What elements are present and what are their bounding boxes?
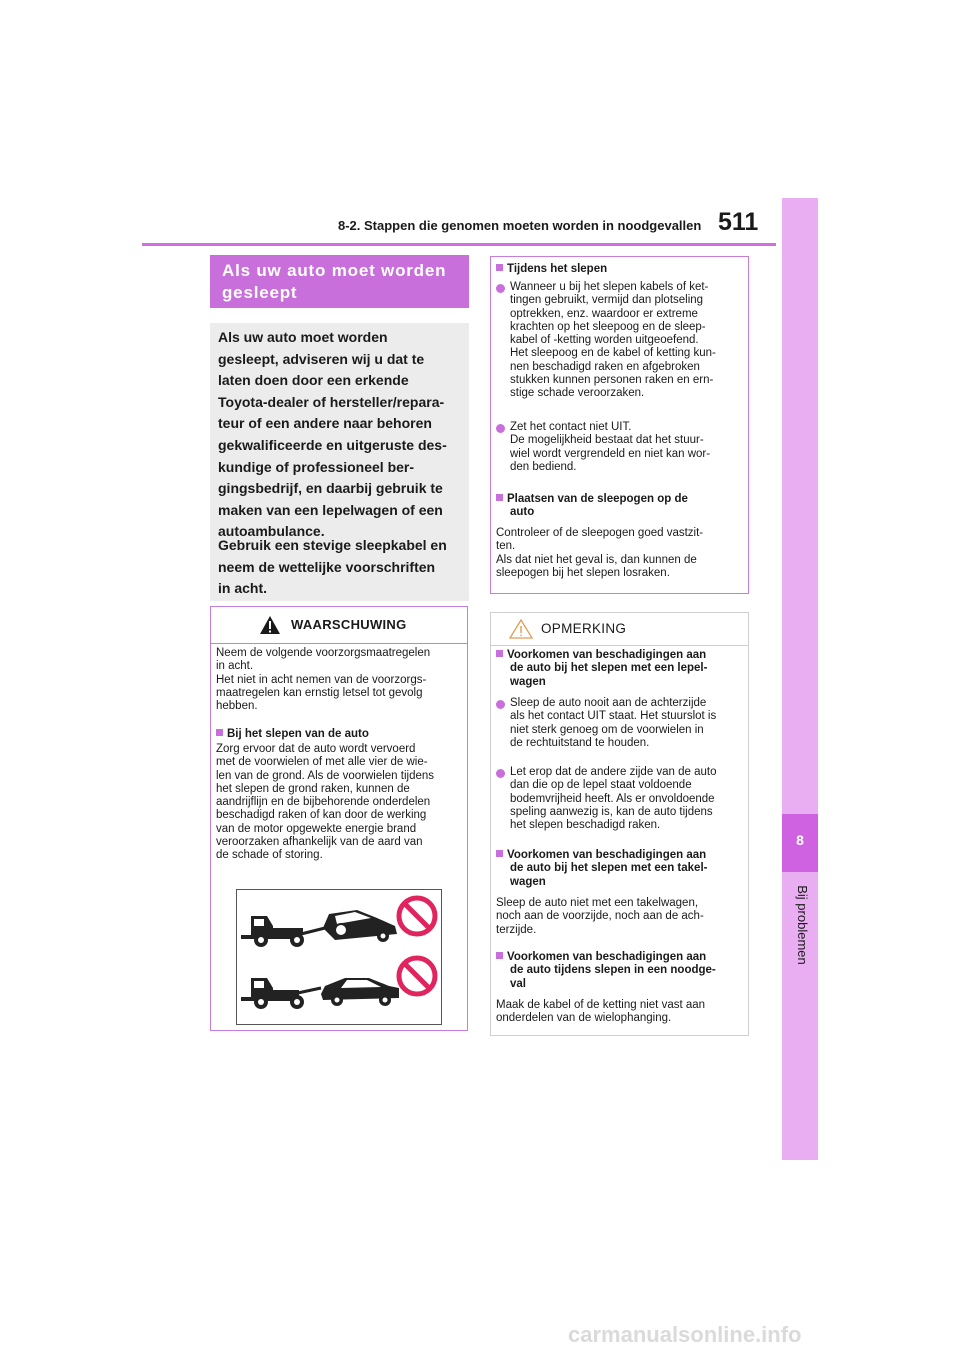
emergency-towing-text: Maak de kabel of de ketting niet vast aan onderdelen van de wielophanging.: [496, 999, 706, 1025]
warning-header: [211, 607, 467, 644]
intro-paragraph-2: Gebruik een stevige sleepkabel en neem de wettelijke voorschriften in acht.: [218, 537, 447, 597]
square-bullet-icon: [496, 264, 503, 271]
prohibited-sign-icon: [399, 958, 435, 994]
subheading-spoon-truck: Voorkomen van beschadigingen aan de auto bij het slepen met een lepel- wagen: [496, 649, 744, 689]
section-title: Als uw auto moet worden gesleept: [222, 261, 447, 302]
subheading-emergency-towing: Voorkomen van beschadigingen aan de auto tijdens slepen in een noodge- val: [496, 951, 744, 991]
notice-title: OPMERKING: [541, 621, 627, 636]
round-bullet-icon: [496, 769, 505, 778]
section-header: 8-2. Stappen die genomen moeten worden in noodgevallen: [338, 218, 702, 233]
tow-eyes-text: Controleer of de sleepogen goed vastzit- ten. Als dat niet het geval is, dan kunnen de sleepogen bij het slepen losraken.: [496, 527, 704, 579]
round-bullet-icon: [496, 284, 505, 293]
warning-intro: Neem de volgende voorzorgsmaatregelen in acht. Het niet in acht nemen van de voorzorgs- maatregelen kan ernstig letsel tot gevolg hebben.: [216, 647, 431, 713]
caution-triangle-icon: [509, 619, 533, 639]
warning-box: [210, 606, 468, 1031]
bullet-item: Zet het contact niet UIT. De mogelijkheid bestaat dat het stuur- wiel wordt vergrendeld en niet kan wor- den bediend.: [496, 421, 744, 474]
warning-subheading: Bij het slepen van de auto: [216, 728, 464, 741]
chapter-number: 8: [796, 832, 804, 848]
bullet-item: Let erop dat de andere zijde van de auto dan die op de lepel staat voldoende bodemvrijheid heeft. Als er onvoldoende speling aanwezig is, kan de auto tijdens het slepen beschadigd raken.: [496, 766, 744, 832]
warning-subtext: Zorg ervoor dat de auto wordt vervoerd met de voorwielen of met alle vier de wie- len van de grond. Als de voorwielen tijdens het slepen de grond raken, kunnen de aandrijflijn en de bijbehorende onderdelen beschadigd raken of kan door de werking van de motor opgewekte energie brand veroorzaken afhankelijk van de aard van de schade of storing.: [216, 743, 435, 862]
towing-illustration: [236, 889, 442, 1025]
chapter-label: Bij problemen: [795, 885, 810, 965]
subheading-tow-crane: Voorkomen van beschadigingen aan de auto bij het slepen met een takel- wagen: [496, 849, 744, 889]
round-bullet-icon: [496, 424, 505, 433]
square-bullet-icon: [496, 952, 503, 959]
tow-crane-text: Sleep de auto niet met een takelwagen, noch aan de voorzijde, noch aan de ach- terzijde.: [496, 897, 704, 936]
warning-triangle-icon: [259, 615, 281, 635]
square-bullet-icon: [216, 729, 223, 736]
watermark: carmanualsonline.info: [568, 1322, 802, 1347]
intro-box: [210, 323, 469, 601]
bullet-item: Wanneer u bij het slepen kabels of ket- tingen gebruikt, vermijd dan plotseling optrekken, enz. waardoor er extreme krachten op het sleepoog en de sleep- kabel of -ketting worden uitgeoefend. Het sleepoog en de kabel of ketting kun- nen beschadigd raken en afgebroken stukken kunnen personen raken en ern- stige schade veroorzaken.: [496, 281, 744, 401]
notice-header: [491, 613, 748, 646]
subheading-during-towing: Tijdens het slepen: [496, 263, 744, 276]
prohibited-sign-icon: [399, 898, 435, 934]
square-bullet-icon: [496, 494, 503, 501]
round-bullet-icon: [496, 700, 505, 709]
towed-car-icon: [321, 978, 399, 1006]
towed-car-icon: [323, 910, 397, 942]
subheading-tow-eyes: Plaatsen van de sleepogen op de auto: [496, 493, 744, 520]
warning-title: WAARSCHUWING: [291, 617, 407, 632]
tow-truck-icon: [241, 978, 321, 1009]
tow-truck-icon: [241, 916, 333, 947]
header-rule: [142, 243, 776, 246]
page-number: 511: [718, 208, 759, 236]
square-bullet-icon: [496, 650, 503, 657]
side-tab: [782, 198, 818, 1160]
notice-box: [490, 612, 749, 1036]
square-bullet-icon: [496, 850, 503, 857]
towing-info-box: [490, 256, 749, 594]
intro-paragraph-1: Als uw auto moet worden gesleept, adviseren wij u dat te laten doen door een erkende Toyota-dealer of hersteller/repara- teur of een andere naar behoren gekwalificeerde en uitgeruste des- kundige of professioneel ber- gingsbedrijf, en daarbij gebruik te maken van een lepelwagen of een autoambulance.: [218, 329, 447, 540]
bullet-item: Sleep de auto nooit aan de achterzijde als het contact UIT staat. Het stuurslot is niet sterk genoeg om de voorwielen in de rechtuitstand te houden.: [496, 697, 744, 750]
